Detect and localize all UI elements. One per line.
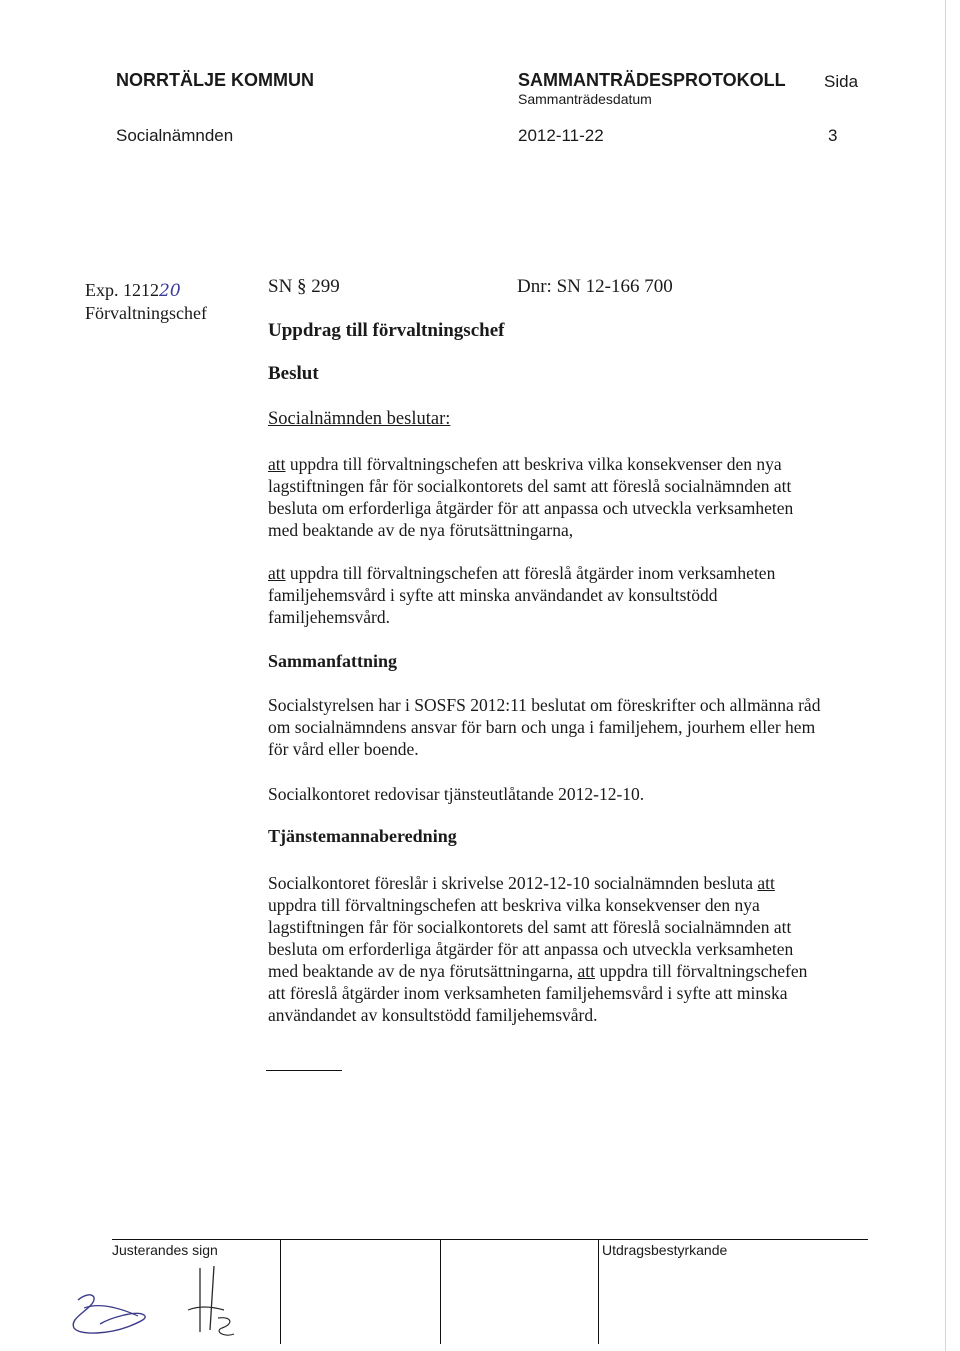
footer-divider-3 <box>598 1239 599 1344</box>
decision-item-2-line-2: familjehemsvård i syfte att minska användandet av konsultstödd <box>268 585 718 605</box>
decision-item-1-line-2: lagstiftningen får för socialkontorets del samt att föreslå socialnämnden att <box>268 476 792 496</box>
decision-item-1-line-3: besluta om erforderliga åtgärder för att anpassa och utveckla verksamheten <box>268 498 794 518</box>
summary-line-1: Socialstyrelsen har i SOSFS 2012:11 beslutat om föreskrifter och allmänna råd <box>268 695 821 715</box>
expedition-recipient: Förvaltningschef <box>85 303 207 323</box>
page-label: Sida <box>824 72 859 91</box>
decision-item-1 <box>268 453 868 541</box>
footer-divider-1 <box>280 1239 281 1344</box>
committee-name: Socialnämnden <box>116 126 234 145</box>
preparation-line-4: besluta om erforderliga åtgärder för att anpassa och utveckla verksamheten <box>268 939 794 959</box>
att-keyword: att <box>757 873 775 893</box>
page-number: 3 <box>828 126 838 145</box>
preparation-line-3: lagstiftningen får för socialkontorets del samt att föreslå socialnämnden att <box>268 917 792 937</box>
decision-item-2-line-3: familjehemsvård. <box>268 607 390 627</box>
expedition-handwritten-day: 20 <box>159 281 181 301</box>
signature-initials-1 <box>60 1282 160 1342</box>
att-keyword: att <box>577 961 596 981</box>
decision-item-2 <box>268 562 868 628</box>
summary-heading: Sammanfattning <box>268 651 398 671</box>
protocol-title: SAMMANTRÄDESPROTOKOLL <box>518 70 786 90</box>
footer-divider-2 <box>440 1239 441 1344</box>
expedition-note <box>85 280 181 301</box>
att-keyword: att <box>268 454 286 474</box>
section-end-rule <box>266 1070 342 1071</box>
preparation-line-2: uppdra till förvaltningschefen att beskriva vilka konsekvenser den nya <box>268 895 760 915</box>
preparation-line-7: användandet av konsultstödd familjehemsvård. <box>268 1005 598 1025</box>
expedition-label: Exp. 1212 <box>85 280 159 300</box>
summary-line-3: för vård eller boende. <box>268 739 419 759</box>
summary-paragraph-2: Socialkontoret redovisar tjänsteutlåtande 2012-12-10. <box>268 784 645 804</box>
decision-intro: Socialnämnden beslutar: <box>268 409 451 429</box>
summary-line-2: om socialnämndens ansvar för barn och unga i familjehem, jourhem eller hem <box>268 717 816 737</box>
preparation-line-6: att föreslå åtgärder inom verksamheten familjehemsvård i syfte att minska <box>268 983 788 1003</box>
municipality-name: NORRTÄLJE KOMMUN <box>116 70 314 90</box>
preparation-paragraph <box>268 872 868 1026</box>
decision-item-2-line-1 <box>268 562 868 584</box>
decision-item-1-text: uppdra till förvaltningschefen att beskriva vilka konsekvenser den nya <box>285 454 782 474</box>
case-title: Uppdrag till förvaltningschef <box>268 320 505 341</box>
preparation-text: uppdra till förvaltningschefen <box>595 961 808 981</box>
preparation-text: med beaktande av de nya förutsättningarna, <box>268 961 578 981</box>
page-edge <box>945 0 946 1351</box>
decision-item-2-text: uppdra till förvaltningschefen att föreslå åtgärder inom verksamheten <box>285 563 776 583</box>
footer-top-rule <box>112 1239 868 1240</box>
case-dnr: Dnr: SN 12-166 700 <box>517 276 673 297</box>
preparation-line-1 <box>268 872 868 894</box>
decision-item-1-line-1 <box>268 453 868 475</box>
utdragsbestyrkande-label: Utdragsbestyrkande <box>602 1242 728 1258</box>
paragraph-number: SN § 299 <box>268 276 340 297</box>
summary-paragraph-1 <box>268 694 868 760</box>
preparation-text: Socialkontoret föreslår i skrivelse 2012-12-10 socialnämnden besluta <box>268 873 758 893</box>
preparation-line-5 <box>268 960 868 982</box>
meeting-date-label: Sammanträdesdatum <box>518 91 652 107</box>
preparation-heading: Tjänstemannaberedning <box>268 826 457 846</box>
justerandes-sign-label: Justerandes sign <box>112 1242 218 1258</box>
decision-item-1-line-4: med beaktande av de nya förutsättningarna, <box>268 520 574 540</box>
meeting-date: 2012-11-22 <box>518 126 604 145</box>
decision-heading: Beslut <box>268 363 319 384</box>
att-keyword: att <box>268 563 286 583</box>
signature-initials-2 <box>180 1262 240 1344</box>
